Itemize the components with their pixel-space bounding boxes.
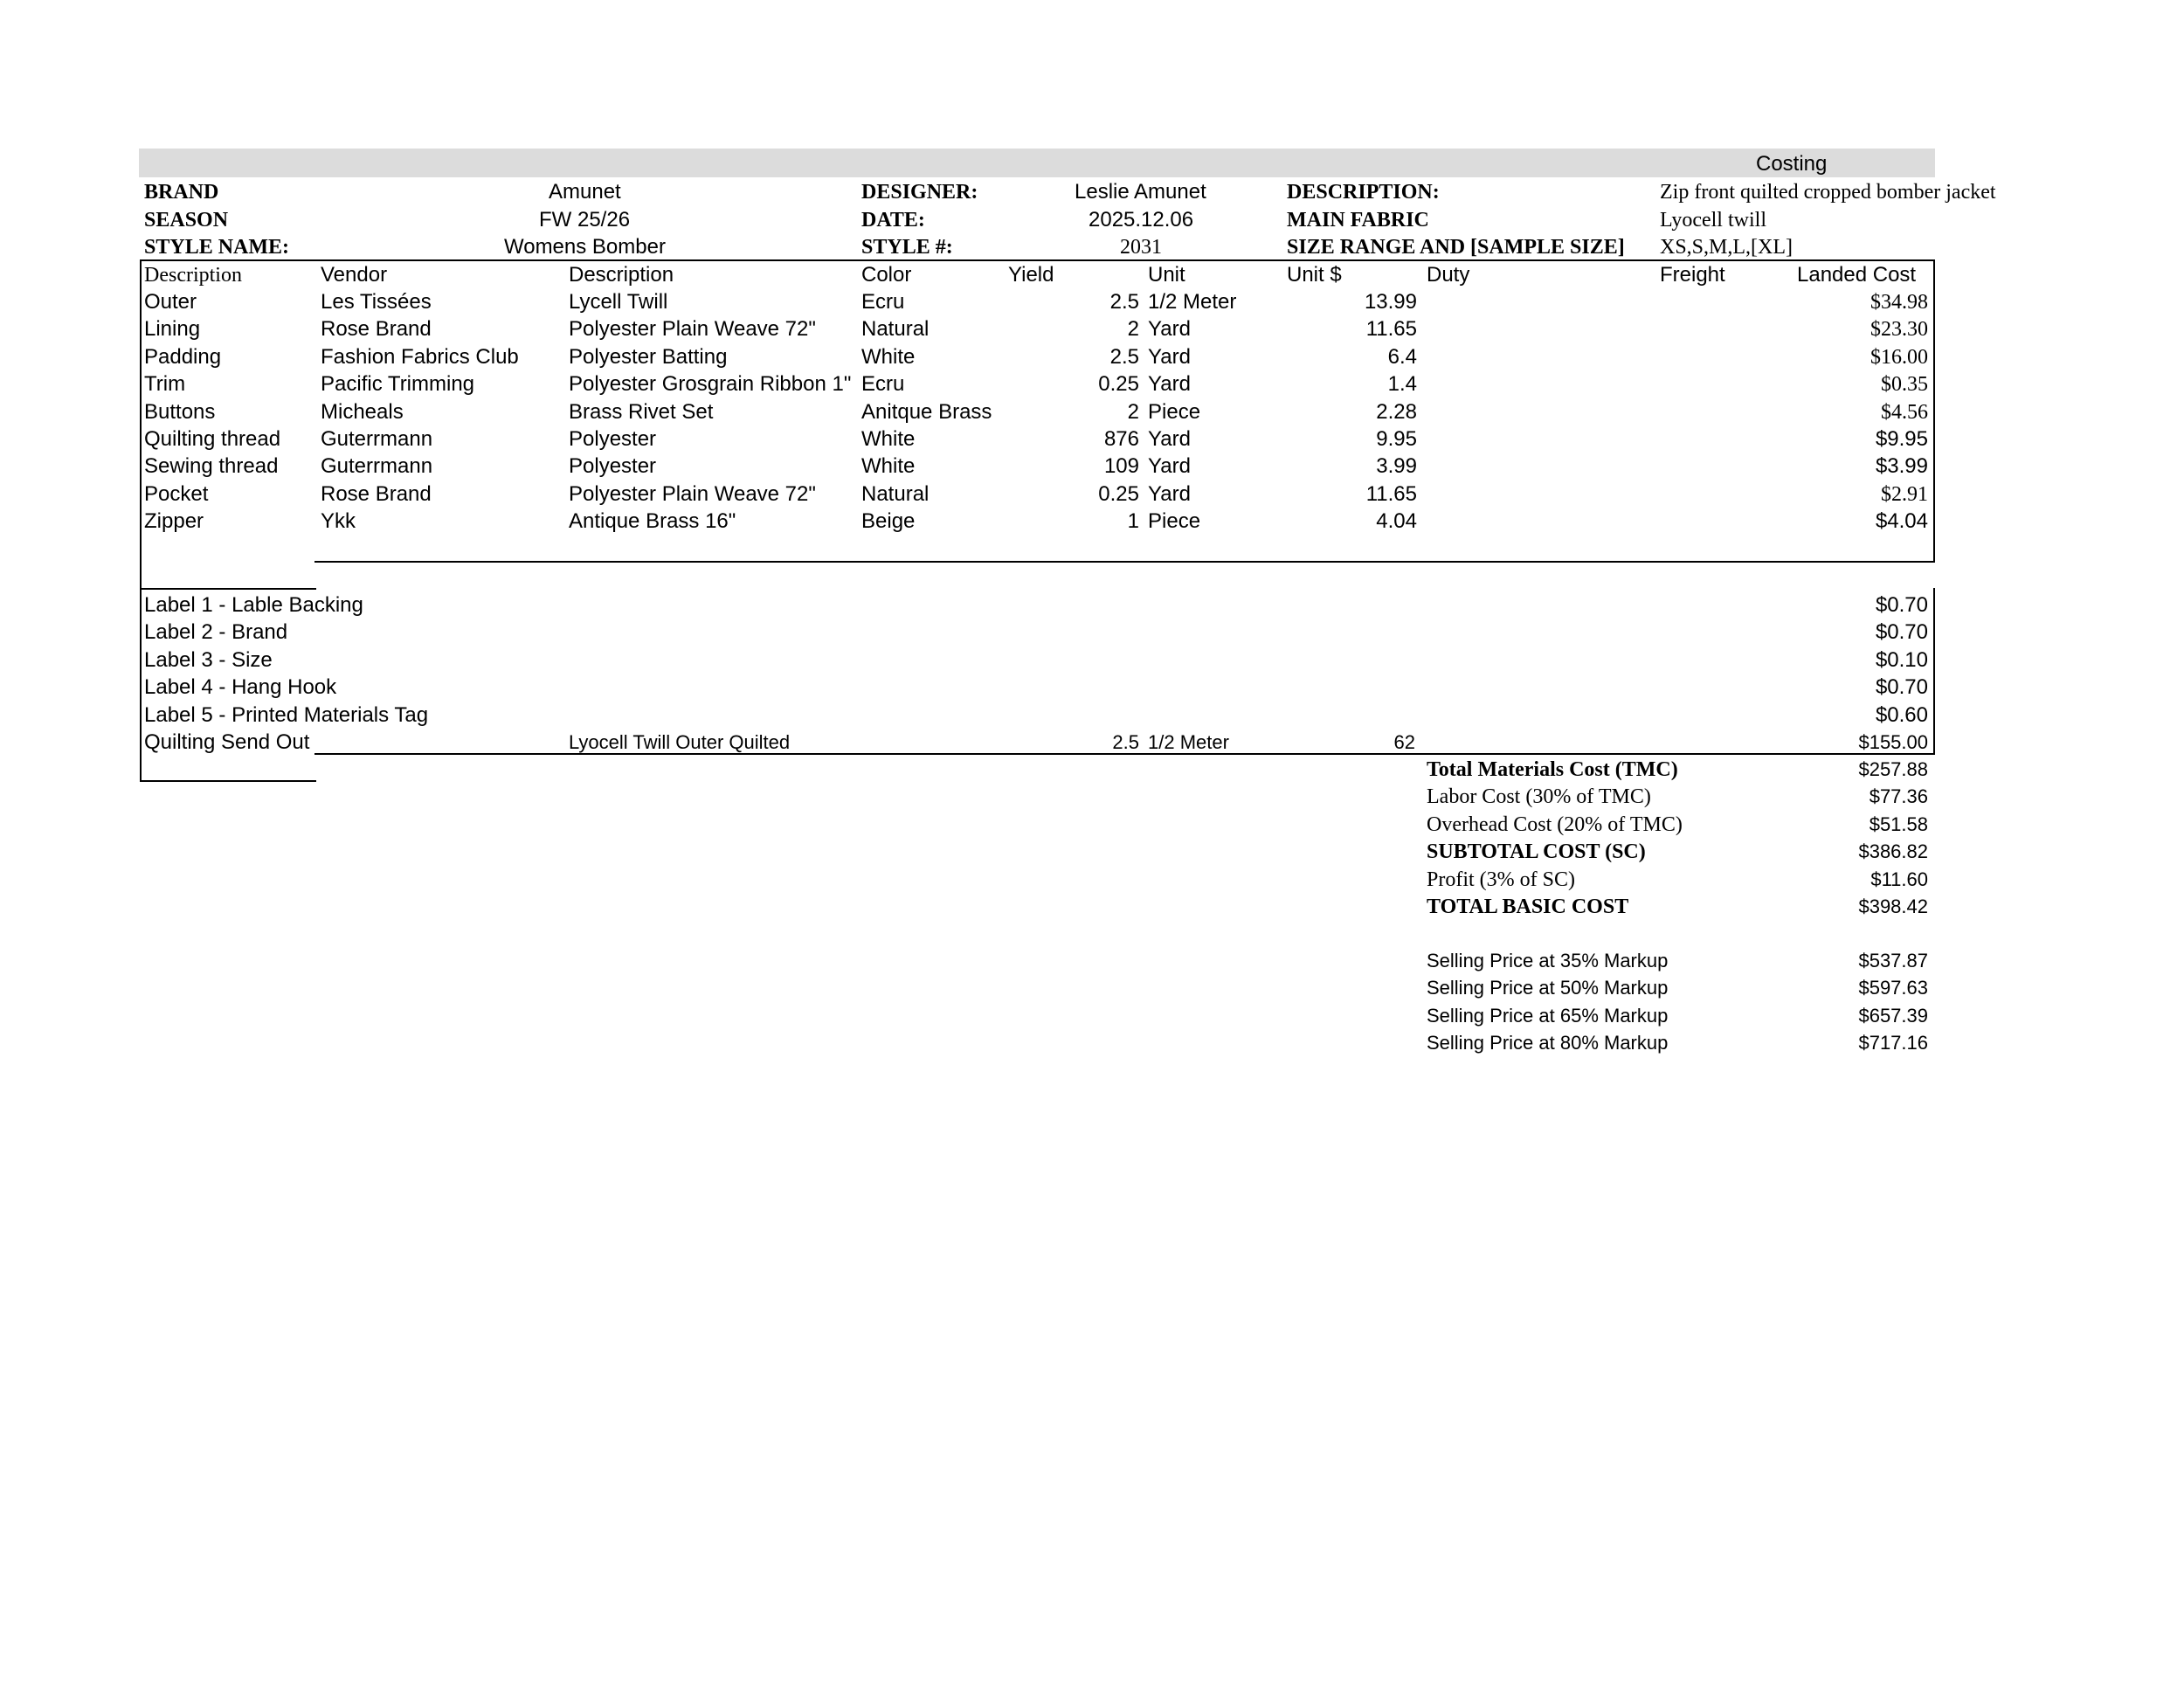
selling-value: $657.39 [1858,1004,1928,1027]
row-description: Polyester Grosgrain Ribbon 1" [569,372,852,397]
label-landed-cost: $0.70 [1875,593,1928,617]
table-labels-bottom-rule [314,753,1935,755]
label-item: Label 2 - Brand [144,620,288,645]
row-item: Trim [144,372,186,397]
row-vendor: Micheals [321,399,404,424]
table-materials-bottom-rule [314,561,1935,563]
row-vendor: Pacific Trimming [321,372,475,397]
header-band [139,149,1935,177]
row-landed-cost: $16.00 [1870,345,1928,369]
quilting-yield: 2.5 [1112,731,1139,753]
row-color: Ecru [861,372,905,397]
row-unit: Piece [1148,399,1201,424]
table-left-rule-lower [140,588,142,780]
row-vendor: Ykk [321,509,356,534]
summary-value: $11.60 [1870,868,1928,890]
selling-label: Selling Price at 65% Markup [1427,1004,1669,1027]
row-unit-price: 2.28 [1376,399,1417,424]
row-description: Lycell Twill [569,290,668,314]
row-landed-cost: $3.99 [1875,454,1928,479]
row-item: Buttons [144,399,216,424]
style-name-label: STYLE NAME: [144,236,290,259]
label-landed-cost: $0.60 [1875,702,1928,727]
row-yield: 876 [1103,427,1139,451]
row-color: Natural [861,481,930,506]
selling-label: Selling Price at 80% Markup [1427,1032,1669,1054]
row-landed-cost: $0.35 [1881,373,1928,397]
row-yield: 0.25 [1098,372,1139,397]
row-unit: Yard [1148,317,1191,342]
col-header-yield: Yield [1008,263,1054,287]
row-item: Sewing thread [144,454,279,479]
selling-value: $717.16 [1858,1032,1928,1054]
row-vendor: Guterrmann [321,454,433,479]
designer-label: DESIGNER: [861,181,978,204]
row-description: Polyester [569,454,657,479]
label-item: Label 3 - Size [144,647,273,672]
label-item: Label 4 - Hang Hook [144,675,337,700]
row-landed-cost: $9.95 [1875,427,1928,451]
row-landed-cost: $34.98 [1870,291,1928,314]
row-description: Antique Brass 16" [569,509,736,534]
col-header-unit-price: Unit $ [1287,263,1342,287]
col-header-vendor: Vendor [321,263,388,287]
summary-label: Overhead Cost (20% of TMC) [1427,812,1683,836]
table-top-rule [140,259,1935,261]
row-unit-price: 11.65 [1365,317,1417,342]
row-vendor: Les Tissées [321,290,432,314]
table-right-rule-lower [1933,588,1935,754]
row-unit-price: 13.99 [1364,290,1417,314]
row-landed-cost: $4.04 [1875,509,1928,534]
row-yield: 0.25 [1098,481,1139,506]
row-color: Ecru [861,290,905,314]
row-vendor: Guterrmann [321,427,433,451]
row-vendor: Rose Brand [321,481,432,506]
description-label: DESCRIPTION: [1287,181,1440,204]
row-description: Polyester Batting [569,344,728,369]
quilting-item: Quilting Send Out [144,730,310,754]
designer-value: Leslie Amunet [1075,180,1206,204]
row-color: White [861,344,916,369]
row-color: Natural [861,317,930,342]
label-item: Label 5 - Printed Materials Tag [144,702,429,727]
brand-value: Amunet [549,180,621,204]
table-bottom-rule [140,780,316,782]
col-header-color: Color [861,263,912,287]
row-yield: 109 [1103,454,1139,479]
row-unit: Yard [1148,372,1191,397]
row-item: Quilting thread [144,427,281,451]
row-unit-price: 11.65 [1365,481,1417,506]
row-unit-price: 4.04 [1376,509,1417,534]
quilting-unit: 1/2 Meter [1148,731,1229,753]
row-item: Padding [144,344,222,369]
row-landed-cost: $4.56 [1881,400,1928,424]
style-number-label: STYLE #: [861,236,953,259]
col-header-material-description: Description [569,263,674,287]
row-item: Outer [144,290,197,314]
row-unit-price: 9.95 [1376,427,1417,451]
description-value: Zip front quilted cropped bomber jacket [1660,181,1996,204]
style-name-value: Womens Bomber [504,235,666,259]
col-header-description: Description [144,264,242,287]
row-unit-price: 1.4 [1387,372,1417,397]
summary-label: SUBTOTAL COST (SC) [1427,840,1646,864]
row-vendor: Fashion Fabrics Club [321,344,519,369]
row-unit: Yard [1148,454,1191,479]
col-header-freight: Freight [1660,263,1725,287]
row-unit-price: 6.4 [1387,344,1417,369]
quilting-unit-price: 62 [1393,731,1415,753]
costing-banner: Costing [1756,152,1828,176]
row-yield: 2.5 [1109,344,1139,369]
table-right-rule-upper [1933,259,1935,562]
row-color: White [861,427,916,451]
col-header-unit: Unit [1148,263,1185,287]
row-yield: 1 [1127,509,1139,534]
row-unit: Yard [1148,427,1191,451]
summary-value: $51.58 [1869,812,1928,835]
row-item: Lining [144,317,201,342]
season-value: FW 25/26 [539,208,631,232]
row-unit-price: 3.99 [1376,454,1417,479]
row-item: Zipper [144,509,204,534]
row-color: Beige [861,509,916,534]
summary-value: $77.36 [1869,785,1928,808]
col-header-landed-cost: Landed Cost [1797,263,1917,287]
row-description: Brass Rivet Set [569,399,714,424]
row-unit: 1/2 Meter [1148,290,1237,314]
size-range-value: XS,S,M,L,[XL] [1660,236,1794,259]
style-number-value: 2031 [1120,236,1162,259]
row-landed-cost: $2.91 [1881,482,1928,506]
row-unit: Piece [1148,509,1201,534]
brand-label: BRAND [144,181,219,204]
row-vendor: Rose Brand [321,317,432,342]
size-range-label: SIZE RANGE AND [SAMPLE SIZE] [1287,236,1625,259]
quilting-description: Lyocell Twill Outer Quilted [569,731,791,753]
summary-value: $386.82 [1858,840,1928,863]
row-description: Polyester [569,427,657,451]
quilting-landed-cost: $155.00 [1858,731,1928,753]
label-item: Label 1 - Lable Backing [144,593,363,617]
selling-value: $597.63 [1858,977,1928,999]
summary-label: Profit (3% of SC) [1427,868,1575,891]
row-yield: 2.5 [1109,290,1139,314]
label-landed-cost: $0.70 [1875,675,1928,700]
selling-label: Selling Price at 35% Markup [1427,950,1669,971]
row-unit: Yard [1148,481,1191,506]
row-color: Anitque Brass [861,399,992,424]
row-item: Pocket [144,481,209,506]
date-value: 2025.12.06 [1089,208,1194,232]
col-header-duty: Duty [1427,263,1470,287]
row-yield: 2 [1127,317,1139,342]
season-label: SEASON [144,209,229,232]
label-landed-cost: $0.70 [1875,620,1928,645]
row-description: Polyester Plain Weave 72" [569,481,816,506]
table-left-rule-upper [140,259,142,590]
row-yield: 2 [1127,399,1139,424]
selling-value: $537.87 [1858,950,1928,971]
label-landed-cost: $0.10 [1875,647,1928,672]
selling-label: Selling Price at 50% Markup [1427,977,1669,999]
summary-label: Labor Cost (30% of TMC) [1427,785,1651,809]
main-fabric-value: Lyocell twill [1660,209,1766,232]
row-unit: Yard [1148,344,1191,369]
summary-label: Total Materials Cost (TMC) [1427,758,1678,781]
summary-value: $398.42 [1858,895,1928,917]
summary-label: TOTAL BASIC COST [1427,895,1629,918]
row-color: White [861,454,916,479]
table-label-section-rule [140,588,316,590]
date-label: DATE: [861,209,925,232]
main-fabric-label: MAIN FABRIC [1287,209,1429,232]
row-description: Polyester Plain Weave 72" [569,317,816,342]
summary-value: $257.88 [1858,758,1928,780]
row-landed-cost: $23.30 [1870,318,1928,342]
